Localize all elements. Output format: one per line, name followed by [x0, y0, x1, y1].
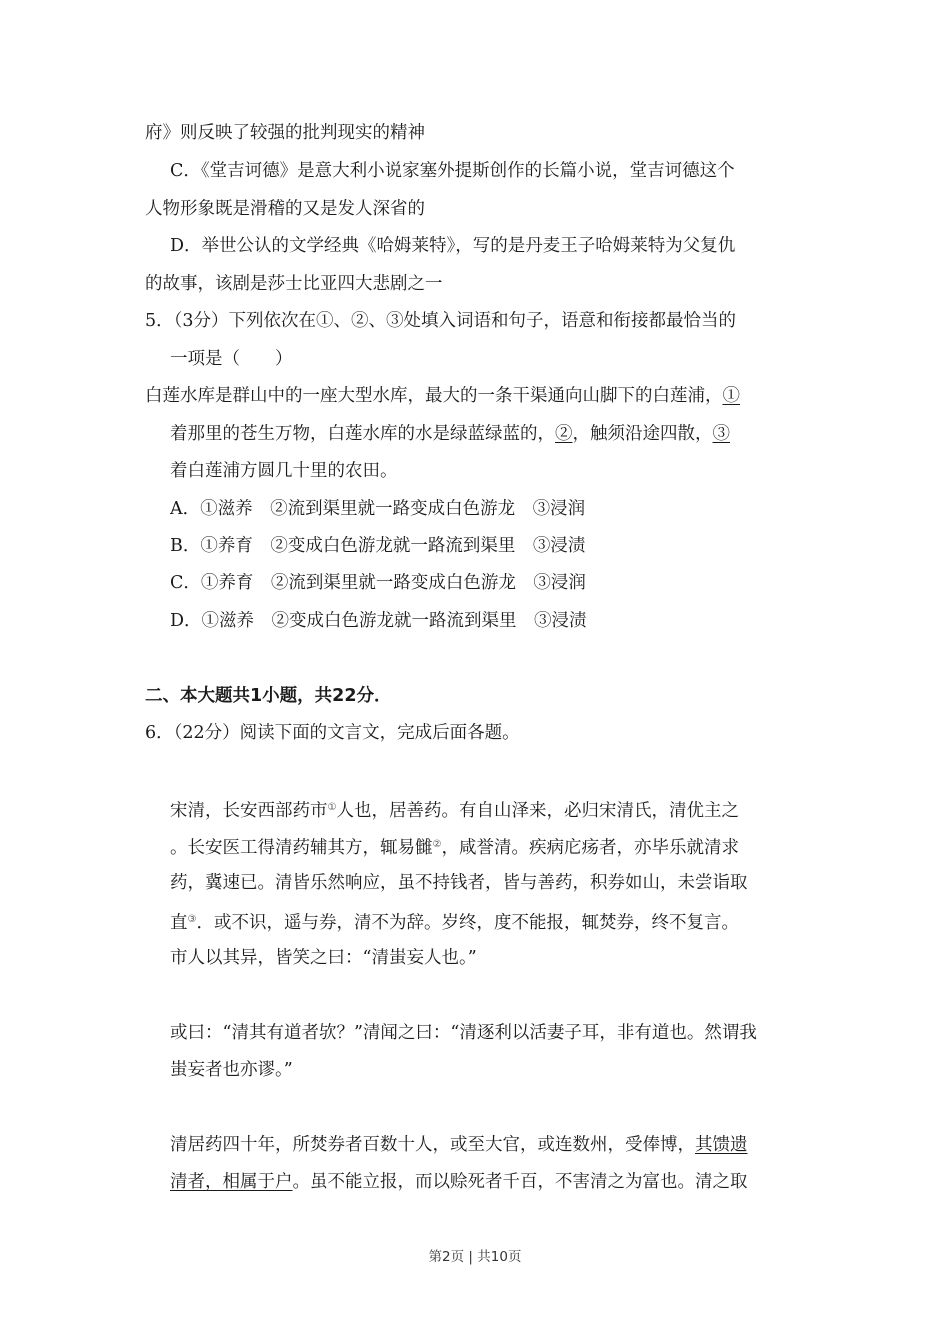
- passage-text: 。长安医工得清药辅其方，辄易雠: [170, 838, 433, 858]
- classical-text-line5: 市人以其异，皆笑之曰：“清蚩妄人也。”: [170, 948, 477, 968]
- passage-text: 直: [170, 913, 188, 933]
- classical-text-line2: [170, 833, 739, 860]
- passage-text: 清居药四十年，所焚券者百数十人，或至大官，或连数州，受俸博，: [170, 1135, 695, 1155]
- passage-text: ．或不识，遥与券，清不为辞。岁终，度不能报，辄焚券，终不复言。: [196, 913, 739, 933]
- classical-text-line7: 蚩妄者也亦谬。”: [170, 1060, 293, 1080]
- passage-text: 白莲水库是群山中的一座大型水库，最大的一条干渠通向山脚下的白莲浦，: [145, 386, 723, 406]
- q6-stem: 6．（22分）阅读下面的文言文，完成后面各题。: [145, 723, 520, 743]
- blank-1-marker: ①: [722, 386, 740, 406]
- underlined-sentence-part2: 清者，相属于户: [170, 1172, 293, 1192]
- section-2-heading: 二、本大题共1小题，共22分．: [145, 686, 392, 706]
- q5-passage-line3: 着白莲浦方圆几十里的农田。: [170, 461, 398, 481]
- classical-text-line4: [170, 908, 739, 935]
- classical-text-line9: [170, 1170, 748, 1194]
- q4-option-d-line1: D．举世公认的文学经典《哈姆莱特》，写的是丹麦王子哈姆莱特为父复仇: [170, 236, 736, 256]
- q4-option-c-line1: C．《堂吉诃德》是意大利小说家塞外提斯创作的长篇小说，堂吉诃德这个: [170, 161, 735, 181]
- passage-text: ，咸誉清。疾病庀疡者，亦毕乐就清求: [441, 838, 739, 858]
- underlined-sentence-part1: 其馈遗: [695, 1135, 748, 1155]
- passage-text: 宋清，长安西部药市: [170, 801, 328, 821]
- passage-text: ，触须沿途四散，: [572, 424, 713, 444]
- q5-passage-line1: [145, 384, 740, 408]
- blank-3-marker: ③: [712, 424, 730, 444]
- classical-text-line8: [170, 1133, 748, 1157]
- q5-option-b: B．①养育 ②变成白色游龙就一路流到渠里 ③浸渍: [170, 536, 586, 556]
- q5-stem-line2: 一项是（ ）: [170, 349, 293, 369]
- classical-text-line1: [170, 796, 739, 823]
- page-footer: 第2页 | 共10页: [428, 1249, 522, 1265]
- footnote-3-marker: ③: [187, 914, 197, 925]
- q5-option-a: A．①滋养 ②流到渠里就一路变成白色游龙 ③浸润: [170, 499, 586, 519]
- passage-text: 人也，居善药。有自山泽来，必归宋清氏，清优主之: [336, 801, 739, 821]
- q4-option-d-line2: 的故事，该剧是莎士比亚四大悲剧之一: [145, 274, 443, 294]
- q4-option-c-line2: 人物形象既是滑稽的又是发人深省的: [145, 199, 425, 219]
- blank-2-marker: ②: [555, 424, 573, 444]
- classical-text-line3: 药，冀速已。清皆乐然响应，虽不持钱者，皆与善药，积券如山，未尝诣取: [170, 873, 748, 893]
- passage-text: 。虽不能立报，而以赊死者千百，不害清之为富也。清之取: [292, 1172, 748, 1192]
- passage-text: 着那里的苍生万物，白莲水库的水是绿蓝绿蓝的，: [170, 424, 555, 444]
- q4-option-b-continuation: 府》则反映了较强的批判现实的精神: [145, 123, 425, 143]
- footnote-2-marker: ②: [432, 839, 442, 850]
- q5-passage-line2: [170, 422, 730, 446]
- classical-text-line6: 或曰：“清其有道者欤？”清闻之曰：“清逐利以活妻子耳，非有道也。然谓我: [170, 1023, 757, 1043]
- q5-stem-line1: 5．（3分）下列依次在①、②、③处填入词语和句子，语意和衔接都最恰当的: [145, 311, 737, 331]
- footnote-1-marker: ①: [327, 802, 337, 813]
- q5-option-c: C．①养育 ②流到渠里就一路变成白色游龙 ③浸润: [170, 573, 586, 593]
- q5-option-d: D．①滋养 ②变成白色游龙就一路流到渠里 ③浸渍: [170, 611, 587, 631]
